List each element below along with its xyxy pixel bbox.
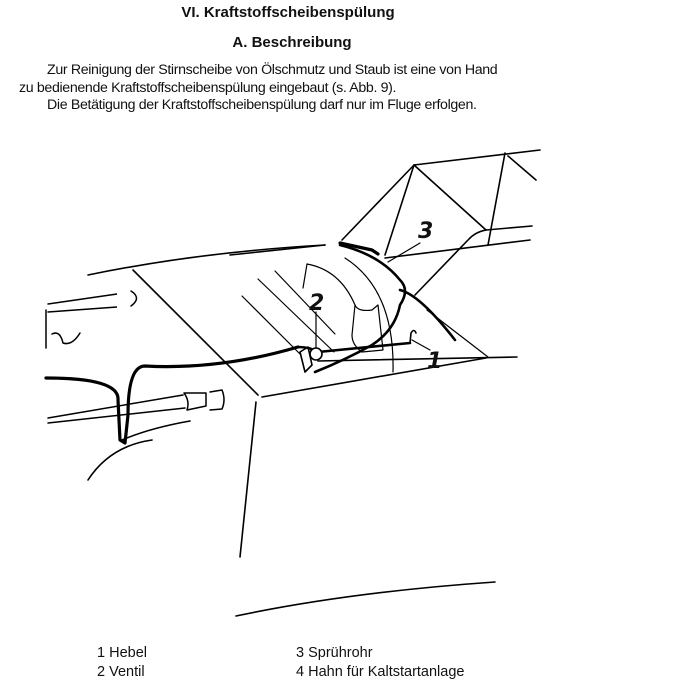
- subsection-title: A. Beschreibung: [232, 34, 352, 51]
- callout-label-1: 1: [427, 349, 443, 374]
- section-title: VI. Kraftstoffscheibenspülung: [181, 4, 395, 21]
- paragraph-line-1: Zur Reinigung der Stirnscheibe von Ölschmutz und Staub ist eine von Hand: [47, 62, 498, 78]
- legend-item-2: 2 Ventil: [97, 664, 145, 680]
- fuselage-outline: [88, 150, 540, 616]
- callout-label-2: 2: [309, 291, 325, 316]
- left-pipes: [46, 290, 224, 423]
- paragraph-line-2: zu bedienende Kraftstoffscheibenspülung eingebaut (s. Abb. 9).: [19, 80, 397, 96]
- callout-label-3: 3: [418, 219, 434, 244]
- legend-item-4: 4 Hahn für Kaltstartanlage: [296, 664, 465, 680]
- panel-hatching: [242, 258, 488, 372]
- fuel-lines: [46, 243, 455, 443]
- legend-item-3: 3 Sprührohr: [296, 645, 373, 661]
- legend-item-1: 1 Hebel: [97, 645, 147, 661]
- paragraph-line-3: Die Betätigung der Kraftstoffscheibenspülung darf nur im Fluge erfolgen.: [47, 97, 477, 113]
